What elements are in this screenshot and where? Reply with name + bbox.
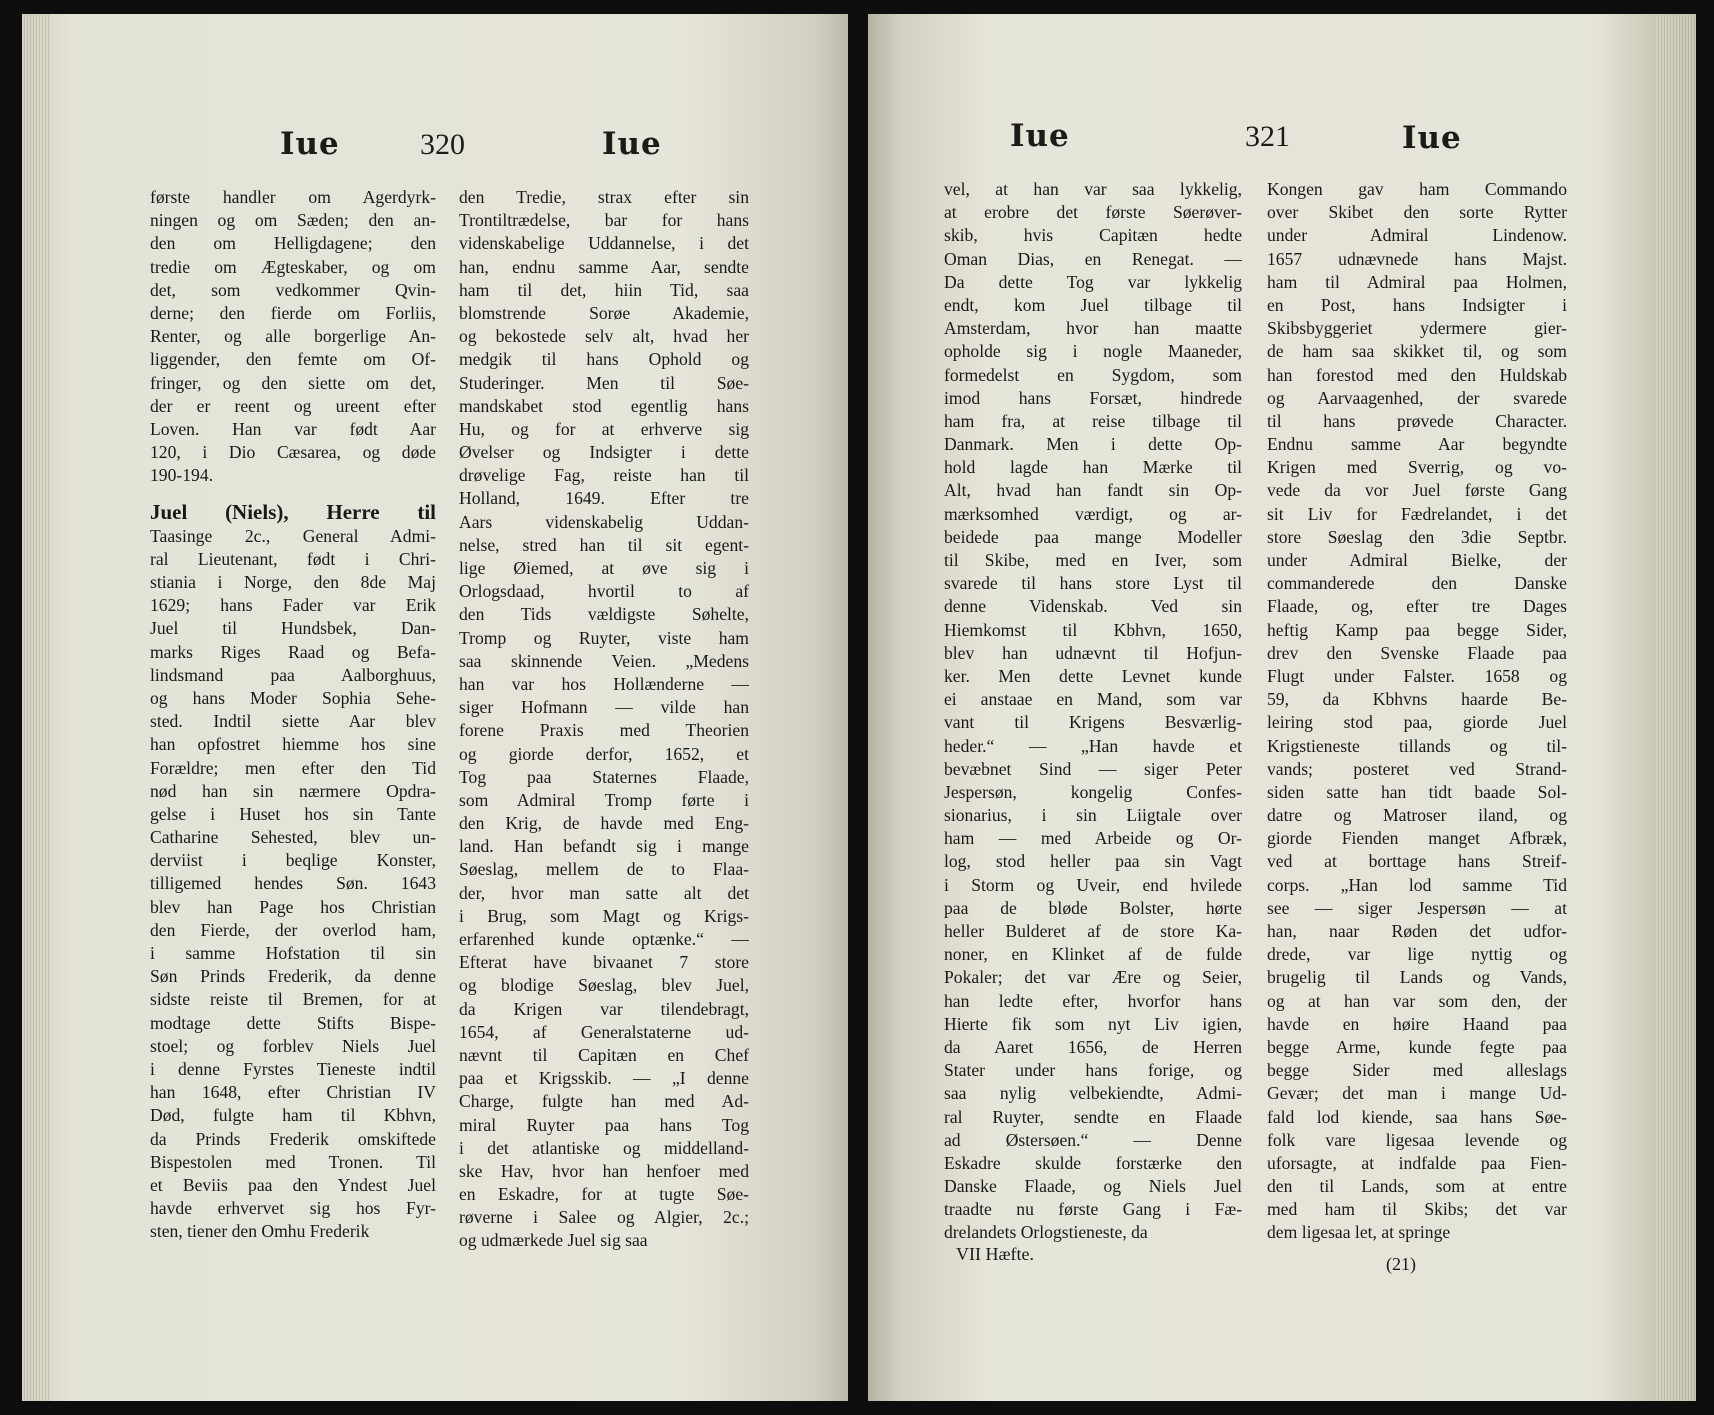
text-line: i Storm og Uveir, end hvilede: [944, 874, 1242, 895]
text-line: 1629; hans Fader var Erik: [150, 595, 436, 616]
text-line: ved at borttage hans Streif-: [1267, 851, 1567, 872]
text-line: sionarius, i sin Liigtale over: [944, 805, 1242, 826]
text-line: der er reent og ureent efter: [150, 395, 436, 416]
text-line: fald lod kiende, saa hans Søe-: [1267, 1106, 1567, 1127]
text-line: den Krig, de havde med Eng-: [459, 813, 749, 834]
text-line: røverne i Salee og Algier, 2c.;: [459, 1207, 749, 1228]
text-line: denne Videnskab. Ved sin: [944, 596, 1242, 617]
text-line: Flugt under Falster. 1658 og: [1267, 665, 1567, 686]
text-line: Studeringer. Men til Søe-: [459, 372, 749, 393]
text-line: ei anstaae en Mand, som var: [944, 689, 1242, 710]
text-line: ham til Admiral paa Holmen,: [1267, 271, 1567, 292]
text-line: drev den Svenske Flaade paa: [1267, 642, 1567, 663]
text-line: saa skinnende Veien. „Medens: [459, 650, 749, 671]
text-line: Tromp og Ruyter, viste ham: [459, 627, 749, 648]
text-line: Danske Flaade, og Niels Juel: [944, 1176, 1242, 1197]
text-line: paa et Krigsskib. — „I denne: [459, 1068, 749, 1089]
text-line: Danmark. Men i dette Op-: [944, 434, 1242, 455]
left-column-2: [459, 186, 749, 1253]
text-line: log, stod heller paa sin Vagt: [944, 851, 1242, 872]
text-line: 120, i Dio Cæsarea, og døde: [150, 442, 436, 463]
text-line: Oman Dias, en Renegat. —: [944, 248, 1242, 269]
text-line: Holland, 1649. Efter tre: [459, 488, 749, 509]
text-line: noner, en Klinket af de fulde: [944, 944, 1242, 965]
text-line: i denne Fyrstes Tieneste indtil: [150, 1058, 436, 1079]
left-page-number: 320: [420, 128, 465, 161]
text-line: havde en høire Haand paa: [1267, 1013, 1567, 1034]
text-line: Endnu samme Aar begyndte: [1267, 434, 1567, 455]
text-line: lige Øiemed, at øve sig i: [459, 558, 749, 578]
left-column-1: [150, 186, 436, 1243]
text-line: et Beviis paa den Yndest Juel: [150, 1174, 436, 1195]
text-line: tilligemed hendes Søn. 1643: [150, 873, 436, 894]
text-line: uforsagte, at indfalde paa Fien-: [1267, 1152, 1567, 1173]
text-line: Kongen gav ham Commando: [1267, 179, 1567, 199]
text-line: sten, tiener den Omhu Frederik: [150, 1221, 370, 1242]
text-line: mandskabet stod egentlig hans: [459, 395, 749, 416]
text-line: heller Bulderet af de store Ka-: [944, 921, 1242, 941]
text-line: Amsterdam, hvor han maatte: [944, 318, 1242, 339]
text-line: see — siger Jespersøn — at: [1267, 897, 1567, 918]
text-line: 1657 udnævnede hans Majst.: [1267, 248, 1567, 269]
text-line: og at han var som den, der: [1267, 990, 1567, 1011]
text-line: blev han udnævnt til Hofjun-: [944, 642, 1242, 663]
right-running-head-left: Iue: [1010, 118, 1070, 154]
text-line: Bispestolen med Tronen. Til: [150, 1151, 436, 1172]
text-line: ad Østersøen.“ — Denne: [944, 1129, 1242, 1150]
text-line: han forestod med den Huldskab: [1267, 364, 1567, 385]
text-line: han 1648, efter Christian IV: [150, 1082, 436, 1103]
text-line: i samme Hofstation til sin: [150, 943, 436, 963]
text-line: Skibsbyggeriet ydermere gier-: [1267, 318, 1567, 339]
text-line: Da dette Tog var lykkelig: [944, 271, 1242, 292]
text-line: 59, da Kbhvns haarde Be-: [1267, 689, 1567, 710]
text-line: drede, var lige nyttig og: [1267, 944, 1567, 965]
text-line: Jespersøn, kongelig Confes-: [944, 781, 1242, 802]
text-line: over Skibet den sorte Rytter: [1267, 202, 1567, 223]
text-line: Søn Prinds Frederik, da denne: [150, 966, 436, 987]
text-line: vel, at han var saa lykkelig,: [944, 179, 1242, 199]
text-line: videnskabelige Uddannelse, i det: [459, 233, 749, 254]
text-line: miral Ruyter paa hans Tog: [459, 1114, 749, 1135]
text-line: Juel (Niels), Herre til: [150, 501, 436, 525]
text-line: nelse, stred han til sit egent-: [459, 534, 749, 555]
text-line: ker. Men dette Levnet kunde: [944, 665, 1242, 686]
text-line: under Admiral Lindenow.: [1267, 225, 1567, 246]
text-line: dem ligesaa let, at springe: [1267, 1222, 1451, 1243]
text-line: nød han sin nærmere Opdra-: [150, 780, 436, 801]
text-line: den Tredie, strax efter sin: [459, 187, 749, 207]
text-line: første handler om Agerdyrk-: [150, 187, 436, 207]
text-line: til hans prøvede Character.: [1267, 410, 1567, 431]
text-line: den Tids vældigste Søhelte,: [459, 604, 749, 625]
text-line: endt, kom Juel tilbage til: [944, 294, 1242, 315]
text-line: heder.“ — „Han havde et: [944, 735, 1242, 756]
text-line: blomstrende Sorøe Akademie,: [459, 302, 749, 323]
text-line: Stater under hans forige, og: [944, 1060, 1242, 1081]
left-page-edge: [22, 14, 50, 1401]
right-page-number: 321: [1245, 120, 1290, 153]
left-running-head-left: Iue: [280, 126, 340, 162]
text-line: han var hos Hollænderne —: [459, 673, 749, 694]
text-line: Hierte fik som nyt Liv igien,: [944, 1013, 1242, 1034]
text-line: ske Hav, hvor han henfoer med: [459, 1160, 749, 1181]
text-line: Trontiltrædelse, bar for hans: [459, 210, 749, 231]
text-line: marks Riges Raad og Befa-: [150, 641, 436, 662]
text-line: da Prinds Frederik omskiftede: [150, 1128, 436, 1149]
text-line: ral Lieutenant, født i Chri-: [150, 548, 436, 569]
text-line: der, hvor man satte alt det: [459, 882, 749, 903]
text-line: erfarenhed kunde optænke.“ —: [459, 929, 749, 949]
text-line: drøvelige Fag, reiste han til: [459, 465, 749, 486]
text-line: tredie om Ægteskaber, og om: [150, 256, 436, 277]
text-line: under Admiral Bielke, der: [1267, 550, 1567, 570]
text-line: Øvelser og Indsigter i dette: [459, 442, 749, 463]
text-line: lindsmand paa Aalborghuus,: [150, 664, 436, 685]
text-line: Pokaler; det var Ære og Seier,: [944, 967, 1242, 988]
right-column-2: [1267, 178, 1567, 1245]
text-line: havde erhvervet sig hos Fyr-: [150, 1198, 436, 1219]
text-line: vant til Krigens Besværlig-: [944, 712, 1242, 733]
text-line: medgik til hans Ophold og: [459, 349, 749, 370]
text-line: og hans Moder Sophia Sehe-: [150, 687, 436, 708]
text-line: commanderede den Danske: [1267, 573, 1567, 594]
text-line: Hiemkomst til Kbhvn, 1650,: [944, 619, 1242, 640]
text-line: saa nylig velbekiendte, Admi-: [944, 1083, 1242, 1104]
text-line: brugelig til Lands og Vands,: [1267, 967, 1567, 988]
text-line: liggender, den femte om Of-: [150, 349, 436, 370]
text-line: mærksomhed værdigt, og ar-: [944, 503, 1242, 524]
text-line: stiania i Norge, den 8de Maj: [150, 572, 436, 592]
text-line: de ham saa skikket til, og som: [1267, 341, 1567, 362]
text-line: Charge, fulgte han med Ad-: [459, 1091, 749, 1112]
text-line: vands; posteret ved Strand-: [1267, 758, 1567, 779]
text-line: da Aaret 1656, de Herren: [944, 1036, 1242, 1057]
text-line: da Krigen var tilendebragt,: [459, 998, 749, 1019]
text-line: i Brug, som Magt og Krigs-: [459, 905, 749, 926]
text-line: Krigen med Sverrig, og vo-: [1267, 457, 1567, 478]
text-line: Taasinge 2c., General Admi-: [150, 525, 436, 546]
text-line: en Post, hans Indsigter i: [1267, 294, 1567, 315]
text-line: han opfostret hiemme hos sine: [150, 734, 436, 755]
text-line: Catharine Sehested, blev un-: [150, 827, 436, 848]
text-line: Loven. Han var født Aar: [150, 418, 436, 439]
text-line: folk vare ligesaa levende og: [1267, 1129, 1567, 1150]
text-line: Søeslag, mellem de to Flaa-: [459, 859, 749, 880]
text-line: ham — med Arbeide og Or-: [944, 828, 1242, 849]
text-line: stoel; og forblev Niels Juel: [150, 1035, 436, 1056]
text-line: sted. Indtil siette Aar blev: [150, 711, 436, 732]
text-line: land. Han befandt sig i mange: [459, 836, 749, 857]
text-line: Hu, og for at erhverve sig: [459, 418, 749, 439]
left-running-head-right: Iue: [602, 126, 662, 162]
text-line: han, naar Røden det udfor-: [1267, 921, 1567, 941]
text-line: den Fierde, der overlod ham,: [150, 919, 436, 940]
text-line: bevæbnet Sind — siger Peter: [944, 758, 1242, 779]
text-line: giorde Fienden manget Afbræk,: [1267, 828, 1567, 849]
text-line: Efterat have bivaanet 7 store: [459, 952, 749, 973]
text-line: corps. „Han lod samme Tid: [1267, 874, 1567, 895]
text-line: og blodige Søeslag, blev Juel,: [459, 975, 749, 996]
text-line: og giorde derfor, 1652, et: [459, 743, 749, 764]
text-line: ningen og om Sæden; den an-: [150, 210, 436, 231]
text-line: derne; den fierde om Forliis,: [150, 302, 436, 323]
text-line: den til Lands, som at entre: [1267, 1176, 1567, 1197]
text-line: derviist i beqlige Konster,: [150, 850, 436, 871]
text-line: imod hans Forsæt, hindrede: [944, 387, 1242, 408]
text-line: og Aarvaagenhed, der svarede: [1267, 387, 1567, 408]
right-running-head-right: Iue: [1402, 120, 1462, 156]
text-line: Eskadre skulde forstærke den: [944, 1152, 1242, 1173]
text-line: Aars videnskabelig Uddan-: [459, 511, 749, 532]
text-line: siger Hofmann — vilde han: [459, 697, 749, 718]
text-line: Krigstieneste tillands og til-: [1267, 735, 1567, 756]
text-line: begge Sider med alleslags: [1267, 1060, 1567, 1081]
text-line: modtage dette Stifts Bispe-: [150, 1012, 436, 1033]
text-line: siden satte han tidt baade Sol-: [1267, 781, 1567, 802]
text-line: den om Helligdagene; den: [150, 233, 436, 254]
text-line: i det atlantiske og middelland-: [459, 1137, 749, 1158]
text-line: og bekostede selv alt, hvad her: [459, 326, 749, 347]
text-line: traadte nu første Gang i Fæ-: [944, 1199, 1242, 1220]
text-line: Gevær; det man i mange Ud-: [1267, 1083, 1567, 1104]
text-line: hold lagde han Mærke til: [944, 457, 1242, 478]
text-line: vede da vor Juel første Gang: [1267, 480, 1567, 501]
text-line: 1654, af Generalstaterne ud-: [459, 1021, 749, 1042]
text-line: Død, fulgte ham til Kbhvn,: [150, 1105, 436, 1126]
right-column-1: [944, 178, 1242, 1245]
text-line: store Søeslag den 3die Septbr.: [1267, 526, 1567, 547]
text-line: gelse i Huset hos sin Tante: [150, 803, 436, 824]
text-line: paa de bløde Bolster, hørte: [944, 897, 1242, 918]
text-line: fringer, og den siette om det,: [150, 372, 436, 393]
text-line: leiring stod paa, giorde Juel: [1267, 712, 1567, 733]
text-line: heftig Kamp paa begge Sider,: [1267, 619, 1567, 640]
text-line: skib, hvis Capitæn hedte: [944, 225, 1242, 246]
text-line: at erobre det første Søerøver-: [944, 202, 1242, 223]
text-line: det, som vedkommer Qvin-: [150, 279, 436, 300]
left-page: [22, 14, 848, 1401]
text-line: som Admiral Tromp førte i: [459, 789, 749, 810]
text-line: Alt, hvad han fandt sin Op-: [944, 480, 1242, 501]
text-line: sit Liv for Fædrelandet, i det: [1267, 503, 1567, 524]
paragraph-gap: [150, 487, 436, 501]
text-line: Forældre; men efter den Tid: [150, 757, 436, 778]
text-line: Juel til Hundsbek, Dan-: [150, 618, 436, 639]
text-line: 190-194.: [150, 465, 214, 486]
text-line: beidede paa mange Modeller: [944, 526, 1242, 547]
sheet-number: (21): [1386, 1254, 1416, 1274]
text-line: formedelst en Sygdom, som: [944, 364, 1242, 385]
text-line: en Eskadre, for at tugte Søe-: [459, 1184, 749, 1205]
right-page-edge: [1656, 14, 1696, 1401]
text-line: ham fra, at reise tilbage til: [944, 410, 1242, 431]
text-line: han, endnu samme Aar, sendte: [459, 256, 749, 277]
text-line: drelandets Orlogstieneste, da: [944, 1222, 1148, 1243]
text-line: forene Praxis med Theorien: [459, 720, 749, 741]
text-line: Tog paa Staternes Flaade,: [459, 766, 749, 787]
text-line: Orlogsdaad, hvortil to af: [459, 581, 749, 602]
text-line: begge Arme, kunde fegte paa: [1267, 1036, 1567, 1057]
signature-mark: VII Hæfte.: [956, 1244, 1034, 1264]
text-line: ral Ruyter, sendte en Flaade: [944, 1106, 1242, 1127]
text-line: til Skibe, med en Iver, som: [944, 550, 1242, 570]
text-line: han ledte efter, hvorfor hans: [944, 990, 1242, 1011]
text-line: Renter, og alle borgerlige An-: [150, 326, 436, 347]
text-line: nævnt til Capitæn en Chef: [459, 1044, 749, 1065]
text-line: datre og Matroser iland, og: [1267, 805, 1567, 826]
text-line: opholde sig i nogle Maaneder,: [944, 341, 1242, 362]
text-line: svarede til hans store Lyst til: [944, 573, 1242, 594]
text-line: og udmærkede Juel sig saa: [459, 1230, 648, 1251]
text-line: Flaade, og, efter tre Dages: [1267, 596, 1567, 617]
text-line: med ham til Skibs; det var: [1267, 1199, 1567, 1220]
right-page: [868, 14, 1696, 1401]
text-line: sidste reiste til Bremen, for at: [150, 989, 436, 1010]
text-line: blev han Page hos Christian: [150, 896, 436, 917]
text-line: ham til det, hiin Tid, saa: [459, 279, 749, 300]
